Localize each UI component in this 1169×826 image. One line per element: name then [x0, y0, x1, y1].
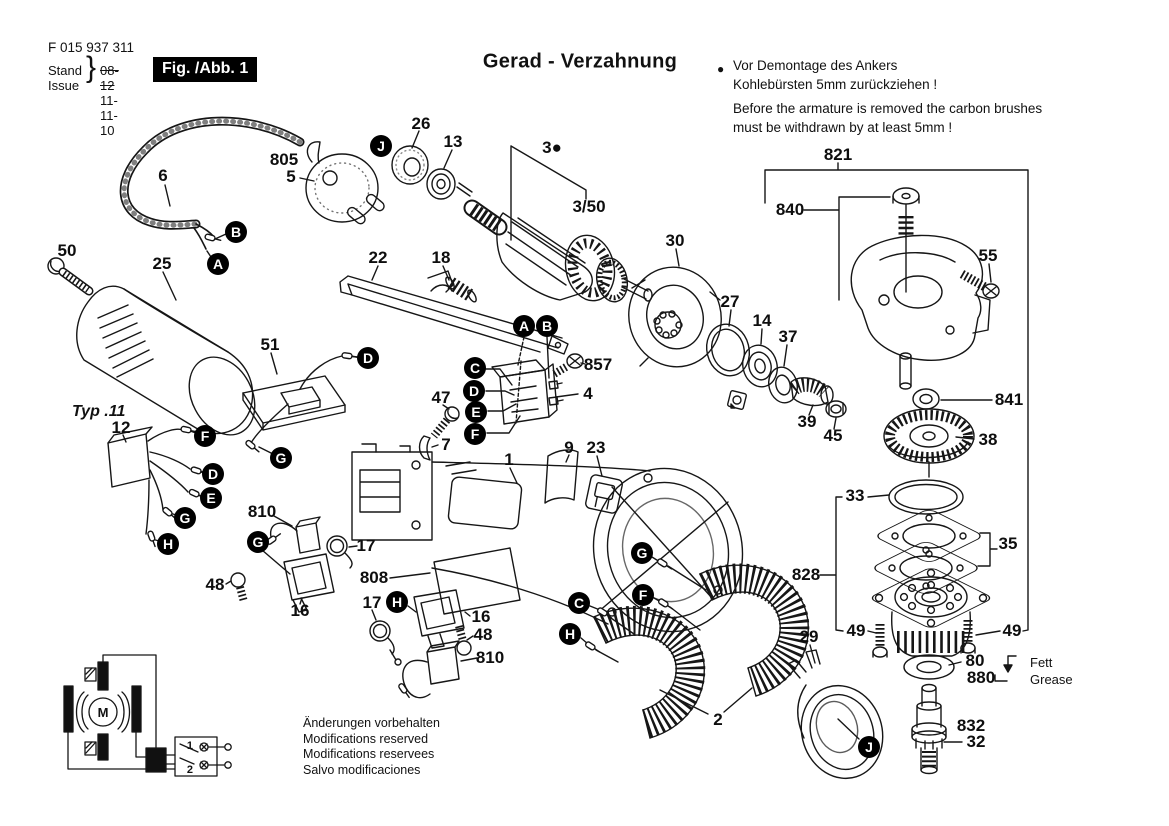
notice-en-2: must be withdrawn by at least 5mm !: [733, 120, 953, 135]
notice-de-2: Kohlebürsten 5mm zurückziehen !: [733, 77, 938, 92]
module-51: [243, 353, 357, 453]
balloon-H: H: [559, 623, 581, 645]
bearing-14: [738, 329, 781, 390]
part-label-13: 13: [443, 132, 463, 151]
balloon-G: G: [270, 447, 292, 469]
square-key: [727, 390, 746, 409]
spindle-32: [912, 685, 962, 774]
part-label-821: 821: [823, 145, 853, 164]
part-label-7: 7: [441, 435, 451, 454]
part-label-857: 857: [583, 355, 613, 374]
part-label-26: 26: [411, 114, 431, 133]
part-label-51: 51: [260, 335, 280, 354]
type-variant-label: Typ .11: [72, 403, 126, 420]
motor-housing-1: [352, 444, 760, 647]
brush-holder-left: [226, 516, 357, 612]
balloon-G: G: [631, 542, 653, 564]
balloon-C: C: [568, 592, 590, 614]
balloon-H: H: [157, 533, 179, 555]
component-12: [108, 427, 203, 541]
part-label-50: 50: [57, 241, 77, 260]
part-label-80: 80: [965, 651, 985, 670]
part-label-808: 808: [359, 568, 389, 587]
bearing-flange-30: [618, 249, 731, 377]
balloon-G: G: [174, 507, 196, 529]
footer-line-fr: Modifications reservees: [303, 747, 435, 761]
document-number: F 015 937 311: [48, 40, 135, 55]
part-label-2: 2: [713, 710, 723, 729]
page-title: Gerad - Verzahnung: [482, 50, 678, 73]
part-label-25: 25: [152, 254, 172, 273]
balloon-G: G: [247, 531, 269, 553]
balloon-A: A: [207, 253, 229, 275]
balloon-F: F: [194, 425, 216, 447]
field-coil-2: [581, 557, 808, 738]
balloon-C: C: [464, 357, 486, 379]
washer-37: [765, 345, 801, 406]
issue-value: 11-11-10: [100, 93, 118, 138]
footer-line-de: Änderungen vorbehalten: [303, 716, 440, 730]
grease-note-en: Grease: [1030, 672, 1073, 687]
label-plate-808: [390, 548, 520, 614]
part-label-5: 5: [286, 167, 296, 186]
screw-47: [434, 405, 459, 436]
part-label-3●: 3●: [542, 138, 562, 157]
footer-line-en: Modifications reserved: [303, 731, 429, 746]
part-label-48: 48: [473, 625, 493, 644]
balloon-D: D: [202, 463, 224, 485]
notice-de-1: Vor Demontage des Ankers: [733, 58, 898, 73]
part-label-32: 32: [966, 732, 986, 751]
part-label-6: 6: [158, 166, 168, 185]
plate-9: [545, 450, 578, 503]
balloon-D: D: [357, 347, 379, 369]
schematic-terminal-1: 1: [186, 740, 193, 752]
balloon-J: J: [370, 135, 392, 157]
armature-assembly: [392, 131, 652, 305]
part-label-9: 9: [564, 438, 574, 457]
part-label-27: 27: [720, 292, 740, 311]
issue-label: Issue: [48, 78, 80, 93]
balloon-E: E: [465, 401, 487, 423]
part-label-30: 30: [665, 231, 685, 250]
part-label-14: 14: [752, 311, 772, 330]
part-label-47: 47: [431, 388, 451, 407]
part-label-828: 828: [791, 565, 821, 584]
screw-50: [48, 258, 89, 291]
part-label-810: 810: [475, 648, 505, 667]
gear-housing-assembly: [765, 163, 1028, 631]
part-label-49: 49: [1002, 621, 1022, 640]
revision-brace: }: [86, 51, 97, 84]
switch-4: [486, 337, 578, 433]
washer-80: [904, 655, 1016, 681]
notice-bullet-icon: ●: [717, 62, 725, 76]
part-label-39: 39: [797, 412, 817, 431]
part-label-37: 37: [778, 327, 798, 346]
part-label-840: 840: [775, 200, 805, 219]
part-label-17: 17: [356, 536, 376, 555]
notice-en-1: Before the armature is removed the carbon brushes: [733, 101, 1043, 116]
part-label-16: 16: [471, 607, 491, 626]
part-label-38: 38: [978, 430, 998, 449]
part-label-48: 48: [205, 575, 225, 594]
stand-value: 08-12: [100, 63, 119, 93]
stand-label: Stand: [48, 63, 82, 78]
power-plug: [300, 142, 386, 226]
balloon-D: D: [463, 380, 485, 402]
part-label-29: 29: [799, 627, 819, 646]
balloon-F: F: [464, 423, 486, 445]
balloon-J: J: [858, 736, 880, 758]
balloon-E: E: [200, 487, 222, 509]
balloon-F: F: [632, 584, 654, 606]
oring-27: [701, 310, 754, 380]
footer-line-es: Salvo modificaciones: [303, 762, 421, 777]
balloon-H: H: [386, 591, 408, 613]
balloon-A: A: [513, 315, 535, 337]
part-label-880: 880: [966, 668, 996, 687]
brush-holder-right: [370, 590, 477, 698]
part-label-805: 805: [269, 150, 299, 169]
part-label-22: 22: [368, 248, 388, 267]
part-label-18: 18: [431, 248, 451, 267]
housing-cover-25: [77, 272, 268, 446]
bevel-gear-38: [884, 409, 974, 477]
part-label-16: 16: [290, 601, 310, 620]
nut-45: [826, 401, 846, 429]
part-label-17: 17: [362, 593, 382, 612]
wiring-schematic: [64, 655, 231, 776]
part-label-832: 832: [956, 716, 986, 735]
part-label-1: 1: [504, 450, 514, 469]
part-label-3/50: 3/50: [572, 197, 606, 216]
figure-badge: Fig. /Abb. 1: [153, 57, 257, 82]
part-label-4: 4: [583, 384, 593, 403]
part-label-23: 23: [586, 438, 606, 457]
part-label-49: 49: [846, 621, 866, 640]
schematic-terminal-2: 2: [186, 764, 193, 776]
part-label-841: 841: [994, 390, 1024, 409]
oring-33: [868, 480, 963, 514]
schematic-motor-label: M: [97, 705, 109, 720]
screw-857: [554, 354, 585, 374]
clip-7: [420, 436, 439, 460]
part-label-12: 12: [111, 418, 131, 437]
part-label-55: 55: [978, 246, 998, 265]
grease-note-de: Fett: [1030, 655, 1053, 670]
balloon-B: B: [225, 221, 247, 243]
part-label-35: 35: [998, 534, 1018, 553]
part-label-45: 45: [823, 426, 843, 445]
balloon-B: B: [536, 315, 558, 337]
guard-29: [788, 645, 895, 789]
part-label-33: 33: [845, 486, 865, 505]
part-label-810: 810: [247, 502, 277, 521]
